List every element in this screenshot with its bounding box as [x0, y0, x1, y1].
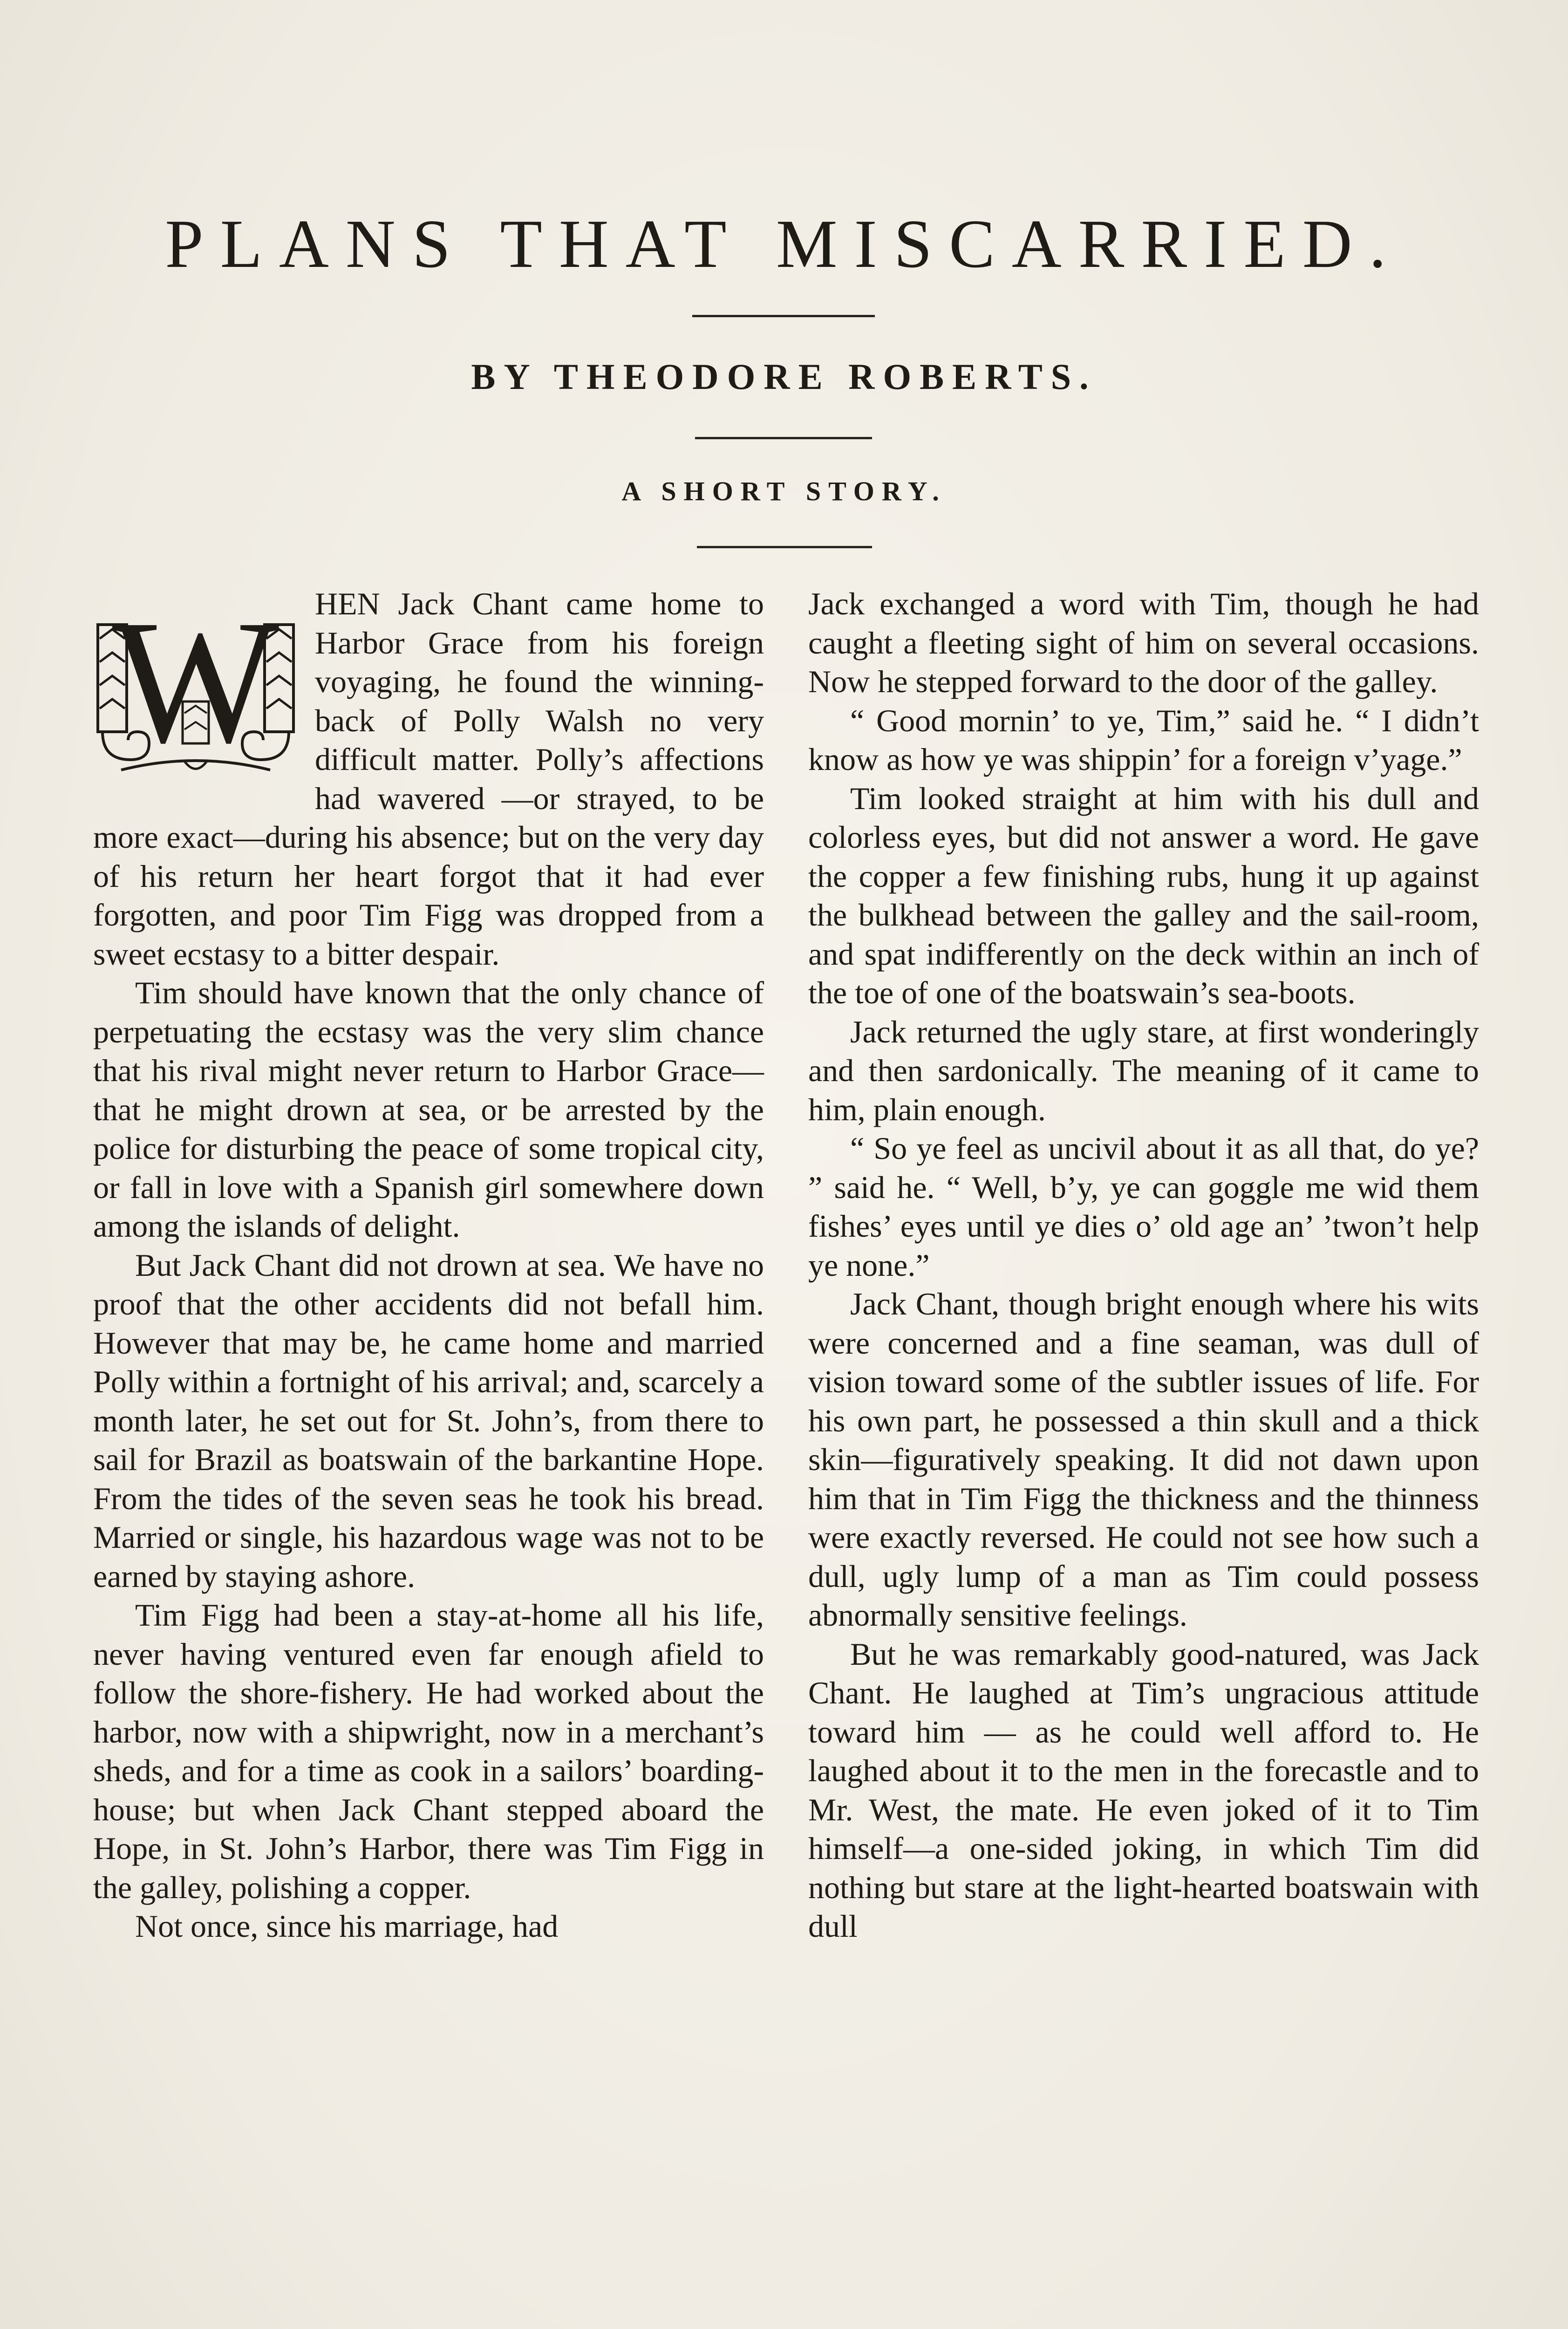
paragraph: But Jack Chant did not drown at sea. We have no proof that the other accidents did not befall him. However that may be, he came home and married Polly within a fortnight of his arrival; and, scarcely a month later, he set out for St. John’s, from there to sail for Brazil as boatswain of the barkantine Hope. From the tides of the seven seas he took his bread. Married or single, his hazardous wage was not to be earned by staying ashore. [93, 1247, 764, 1594]
paragraph: But he was remarkably good-natured, was Jack Chant. He laughed at Tim’s ungracious attitude toward him — as he could well afford to. He laughed about it to the men in the forecastle and to Mr. West, the mate. He even joked of it to Tim himself—a one-sided joking, in which Tim did nothing but stare at the light-hearted boatswain with dull [808, 1636, 1479, 1944]
dropcap-letter: W [112, 587, 280, 780]
paragraph: Jack Chant, though bright enough where his wits were concerned and a fine seaman, was dull of vision toward some of the subtler issues of life. For his own part, he possessed a thin skull and a thick skin—figuratively speaking. It did not dawn upon him that in Tim Figg the thickness and the thinness were exactly reversed. He could not see how such a dull, ugly lump of a man as Tim could possess abnormally sensitive feelings. [808, 1286, 1479, 1633]
article-byline: BY THEODORE ROBERTS. [471, 356, 1097, 397]
byline-divider [695, 437, 872, 439]
paragraph: Not once, since his marriage, had [135, 1908, 559, 1944]
ornamental-dropcap-w [93, 587, 298, 782]
paragraph: “ Good mornin’ to ye, Tim,” said he. “ I didn’t know as how ye was shippin’ for a foreign v’yage.” [808, 702, 1479, 777]
paragraph: HEN Jack Chant came home to Harbor Grace from his foreign voyaging, he found the winning-back of Polly Walsh no very difficult matter. Polly’s affections had wavered —or strayed, to be more exact—during his absence; but on the very day of his return her heart forgot that it had ever forgotten, and poor Tim Figg was dropped from a sweet ecstasy to a bitter despair. [93, 586, 764, 972]
article-title: PLANS THAT MISCARRIED. [165, 206, 1403, 282]
paragraph: Jack returned the ugly stare, at first wonderingly and then sardonically. The meaning of it came to him, plain enough. [808, 1014, 1479, 1127]
article-subtitle: A SHORT STORY. [621, 476, 947, 506]
paragraph: Tim looked straight at him with his dull and colorless eyes, but did not answer a word. He gave the copper a few finishing rubs, hung it up against the bulkhead between the galley and the sail-room, and spat indifferently on the deck within an inch of the toe of one of the boatswain’s sea-boots. [808, 780, 1479, 1010]
paragraph: Tim should have known that the only chance of perpetuating the ecstasy was the very slim chance that his rival might never return to Harbor Grace—that he might drown at sea, or be arrested by the police for disturbing the peace of some tropical city, or fall in love with a Spanish girl somewhere down among the islands of delight. [93, 975, 764, 1244]
paragraph: “ So ye feel as uncivil about it as all that, do ye? ” said he. “ Well, b’y, ye can goggle me wid them fishes’ eyes until ye dies o’ old age an’ ’twon’t help ye none.” [808, 1130, 1479, 1283]
paragraph: Tim Figg had been a stay-at-home all his life, never having ventured even far enough afield to follow the shore-fishery. He had worked about the harbor, now with a shipwright, now in a merchant’s sheds, and for a time as cook in a sailors’ boarding-house; but when Jack Chant stepped aboard the Hope, in St. John’s Harbor, there was Tim Figg in the galley, polishing a copper. [93, 1597, 764, 1905]
paragraph: Jack exchanged a word with Tim, though he had caught a fleeting sight of him on several occasions. Now he stepped forward to the door of the galley. [808, 586, 1479, 699]
left-column [93, 585, 764, 1946]
right-column [808, 585, 1479, 1946]
subtitle-divider [697, 546, 872, 548]
title-divider [692, 315, 875, 317]
